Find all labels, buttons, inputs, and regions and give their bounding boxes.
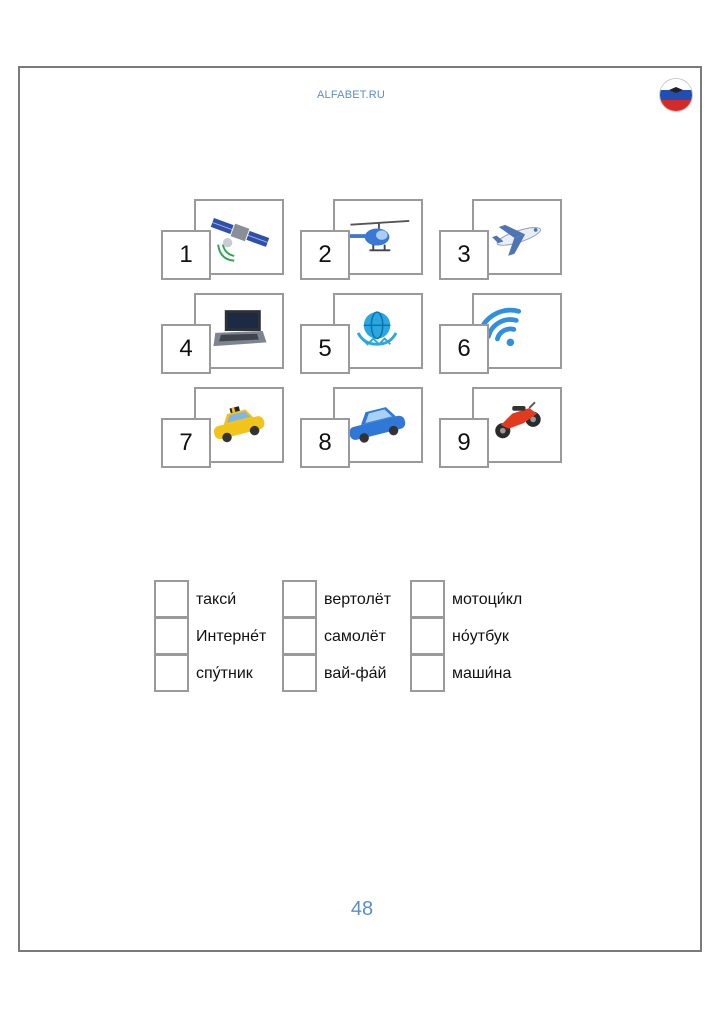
picture-card-3 bbox=[439, 199, 564, 281]
answer-box[interactable] bbox=[154, 654, 189, 692]
picture-card-8 bbox=[300, 387, 425, 469]
word-item bbox=[410, 654, 540, 691]
word-item bbox=[154, 580, 284, 617]
card-number: 4 bbox=[161, 324, 211, 374]
word-label: но́утбук bbox=[452, 628, 509, 645]
card-number: 8 bbox=[300, 418, 350, 468]
word-item bbox=[154, 617, 284, 654]
word-label: маши́на bbox=[452, 665, 512, 682]
word-item bbox=[154, 654, 284, 691]
word-item bbox=[410, 617, 540, 654]
card-number: 9 bbox=[439, 418, 489, 468]
answer-box[interactable] bbox=[410, 617, 445, 655]
word-item bbox=[282, 580, 412, 617]
card-number: 6 bbox=[439, 324, 489, 374]
answer-box[interactable] bbox=[282, 654, 317, 692]
card-number: 7 bbox=[161, 418, 211, 468]
card-number: 1 bbox=[161, 230, 211, 280]
card-number: 5 bbox=[300, 324, 350, 374]
word-label: самолёт bbox=[324, 628, 387, 645]
picture-card-5 bbox=[300, 293, 425, 375]
russian-flag-logo-icon bbox=[660, 79, 692, 111]
card-number: 3 bbox=[439, 230, 489, 280]
word-label: вай-фа́й bbox=[324, 665, 387, 682]
picture-card-7 bbox=[161, 387, 286, 469]
answer-box[interactable] bbox=[282, 580, 317, 618]
word-item bbox=[282, 654, 412, 691]
worksheet-page bbox=[18, 66, 702, 952]
picture-card-1 bbox=[161, 199, 286, 281]
answer-box[interactable] bbox=[154, 580, 189, 618]
word-label: вертолёт bbox=[324, 591, 392, 608]
word-label: мотоци́кл bbox=[452, 591, 523, 608]
picture-card-9 bbox=[439, 387, 564, 469]
site-name: ALFABET.RU bbox=[317, 89, 386, 101]
word-label: Интерне́т bbox=[196, 628, 267, 645]
word-label: спу́тник bbox=[196, 665, 253, 682]
card-number: 2 bbox=[300, 230, 350, 280]
picture-card-2 bbox=[300, 199, 425, 281]
picture-card-4 bbox=[161, 293, 286, 375]
word-item bbox=[410, 580, 540, 617]
answer-box[interactable] bbox=[154, 617, 189, 655]
answer-box[interactable] bbox=[410, 580, 445, 618]
picture-card-6 bbox=[439, 293, 564, 375]
page-number: 48 bbox=[350, 898, 374, 920]
answer-box[interactable] bbox=[282, 617, 317, 655]
answer-box[interactable] bbox=[410, 654, 445, 692]
word-item bbox=[282, 617, 412, 654]
word-label: такси́ bbox=[196, 591, 237, 608]
